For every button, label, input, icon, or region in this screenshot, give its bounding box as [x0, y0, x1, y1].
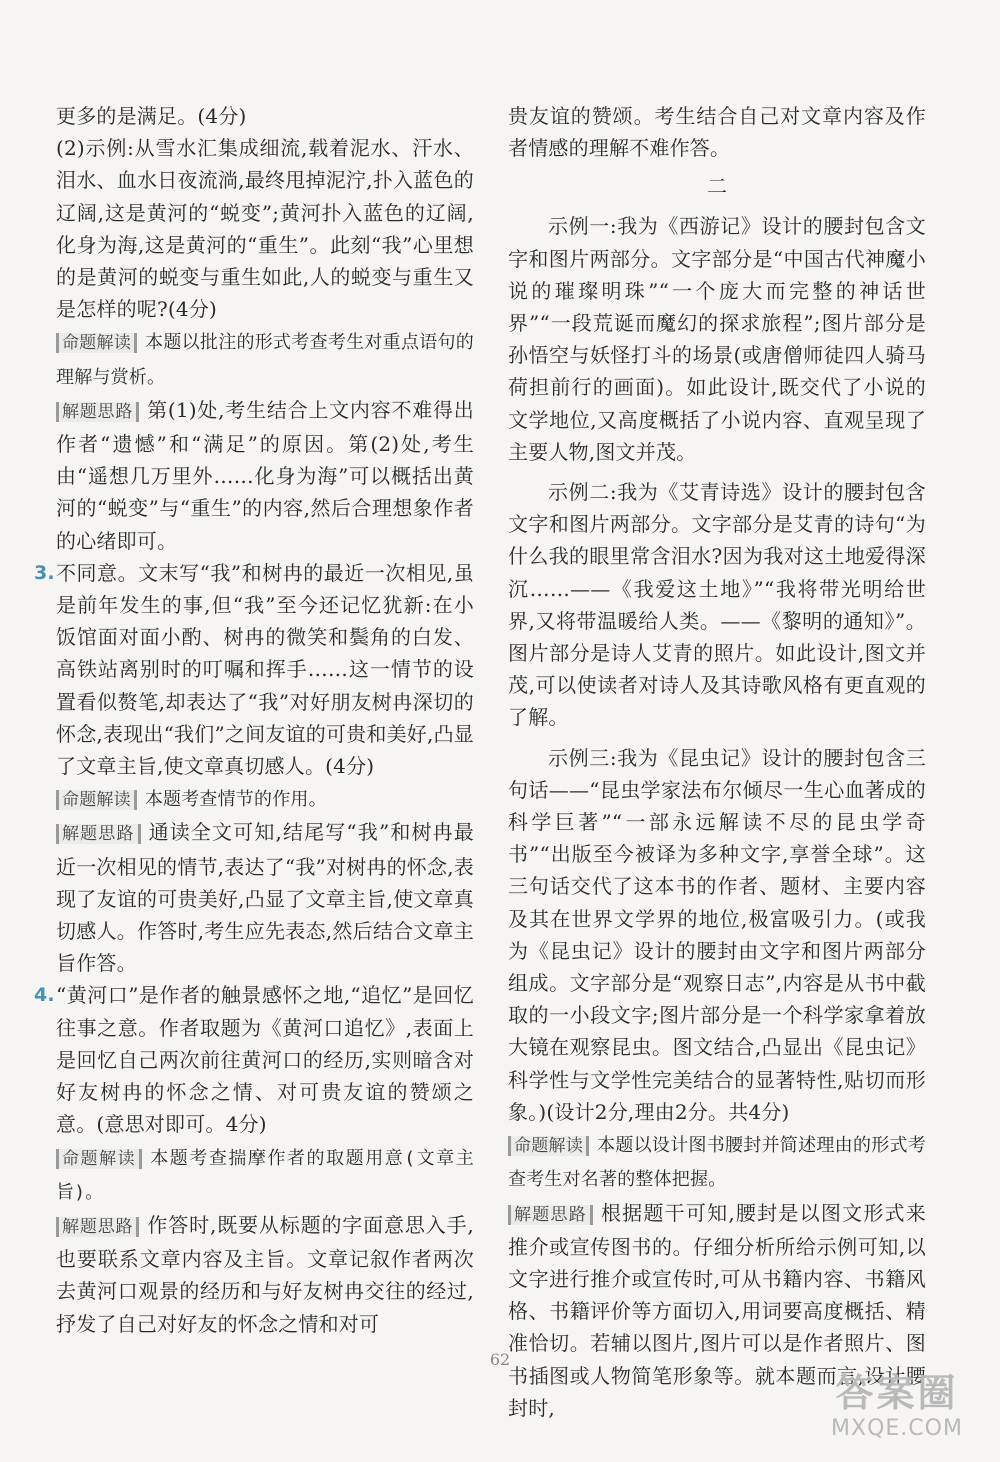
note-text: 本题以设计图书腰封并简述理由的形式考查考生对名著的整体把握。: [508, 1135, 926, 1191]
note-text: 本题以批注的形式考查考生对重点语句的理解与赏析。: [56, 332, 474, 388]
idea-tag: 解题思路: [508, 1205, 593, 1225]
left-column: [34, 100, 474, 1340]
idea-text: 作答时,既要从标题的字面意思入手,也要联系文章内容及主旨。文章记叙作者两次去黄河口观景的经历和与好友树冉交往的经过,抒发了自己对好友的怀念之情和对可: [56, 1212, 474, 1336]
question-number: 3.: [34, 561, 55, 584]
idea-tag: 解题思路: [56, 824, 141, 844]
note-paragraph: [56, 325, 474, 393]
example-two: 示例二:我为《艾青诗选》设计的腰封包含文字和图片两部分。文字部分是艾青的诗句“为什么我的眼里常含泪水?因为我对这土地爱得深沉……——《我爱这土地》”“我将带光明给世界,又将带温暖给人类。——《黎明的通知》”。图片部分是诗人艾青的照片。如此设计,图文并茂,可以使读者对诗人及其诗歌风格有更直观的了解。: [508, 480, 926, 730]
question-number: 4.: [34, 984, 55, 1007]
page-number: 62: [489, 1350, 511, 1369]
note-tag: 命题解读: [56, 790, 137, 810]
idea-text: 第(1)处,考生结合上文内容不难得出作者“遗憾”和“满足”的原因。第(2)处,考生由“遥想几万里外……化身为海”可以概括出黄河的“蜕变”与“重生”的内容,然后合理想象作者的心绪即可。: [56, 397, 474, 553]
note-paragraph: [508, 1128, 926, 1196]
answer-paragraph: 贵友谊的赞颂。考生结合自己对文章内容及作者情感的理解不难作答。: [508, 104, 926, 161]
answer-text: “黄河口”是作者的触景感怀之地,“追忆”是回忆往事之意。作者取题为《黄河口追忆》,表面上是回忆自己两次前往黄河口的经历,实则暗含对好友树冉的怀念之情、对可贵友谊的赞颂之意。(意思对即可。4分): [56, 983, 474, 1137]
watermark: [822, 1370, 972, 1450]
idea-paragraph: [56, 394, 474, 557]
idea-paragraph: [56, 816, 474, 979]
idea-text: 通读全文可知,结尾写“我”和树冉最近一次相见的情节,表达了“我”对树冉的怀念,表现了友谊的可贵美好,凸显了文章主旨,使文章真切感人。作答时,考生应先表态,然后结合文章主旨作答。: [56, 820, 474, 976]
note-text: 本题考查情节的作用。: [144, 789, 327, 811]
answer-paragraph: (2)示例:从雪水汇集成细流,载着泥水、汗水、泪水、血水日夜流淌,最终甩掉泥泞,扑入蓝色的辽阔,这是黄河的“蜕变”;黄河扑入蓝色的辽阔,化身为海,这是黄河的“重生”。此刻“我”心里想的是黄河的蜕变与重生如此,人的蜕变与重生又是怎样的呢?(4分): [56, 136, 474, 322]
watermark-logo: 答案圈: [835, 1371, 959, 1415]
section-heading: 二: [707, 174, 727, 199]
watermark-url: MXQE.COM: [831, 1416, 963, 1441]
note-text: 本题考查揣摩作者的取题用意(文章主旨)。: [56, 1147, 474, 1203]
note-tag: 命题解读: [56, 1149, 142, 1169]
example-one: 示例一:我为《西游记》设计的腰封包含文字和图片两部分。文字部分是“中国古代神魔小说的璀璨明珠”“一个庞大而完整的神话世界”“一段荒诞而魔幻的探求旅程”;图片部分是孙悟空与妖怪打斗的场景(或唐僧师徒四人骑马荷担前行的画面)。如此设计,既交代了小说的文学地位,又高度概括了小说内容、直观呈现了主要人物,图文并茂。: [508, 214, 926, 464]
idea-text: 根据题干可知,腰封是以图文形式来推介或宣传图书的。仔细分析所给示例可知,以文字进行推介或宣传时,可从书籍内容、书籍风格、书籍评价等方面切入,用词要高度概括、精准恰切。若辅以图片,图片可以是作者照片、图书插图或人物简笔形象等。就本题而言,设计腰封时,: [508, 1200, 926, 1420]
note-tag: 命题解读: [508, 1136, 589, 1156]
idea-tag: 解题思路: [56, 402, 139, 422]
answer-text: 不同意。文末写“我”和树冉的最近一次相见,虽是前年发生的事,但“我”至今还记忆犹新:在小饭馆面对面小酌、树冉的微笑和鬓角的白发、高铁站离别时的叮嘱和挥手……这一情节的设置看似赘笔,却表达了“我”对好朋友树冉深切的怀念,表现出“我们”之间友谊的可贵和美好,凸显了文章主旨,使文章真切感人。(4分): [56, 560, 474, 779]
answer-paragraph: 更多的是满足。(4分): [56, 104, 247, 128]
note-paragraph: [56, 1141, 474, 1209]
question-3-answer: [34, 557, 474, 782]
example-three: 示例三:我为《昆虫记》设计的腰封包含三句话——“昆虫学家法布尔倾尽一生心血著成的科学巨著”“一部永远解读不尽的昆虫学奇书”“出版至今被译为多种文字,享誉全球”。这三句话交代了这本书的作者、题材、主要内容及其在世界文学界的地位,极富吸引力。(或我为《昆虫记》设计的腰封由文字和图片两部分组成。文字部分是“观察日志”,内容是从书中截取的一小段文字;图片部分是一个科学家拿着放大镜在观察昆虫。图文结合,凸显出《昆虫记》科学性与文学性完美结合的显著特性,贴切而形象。)(设计2分,理由2分。共4分): [508, 745, 926, 1124]
idea-paragraph: [56, 1209, 474, 1340]
note-tag: 命题解读: [56, 333, 137, 353]
note-paragraph: [56, 782, 474, 816]
idea-tag: 解题思路: [56, 1217, 139, 1237]
question-4-answer: [34, 979, 474, 1140]
right-column: [508, 100, 926, 1424]
